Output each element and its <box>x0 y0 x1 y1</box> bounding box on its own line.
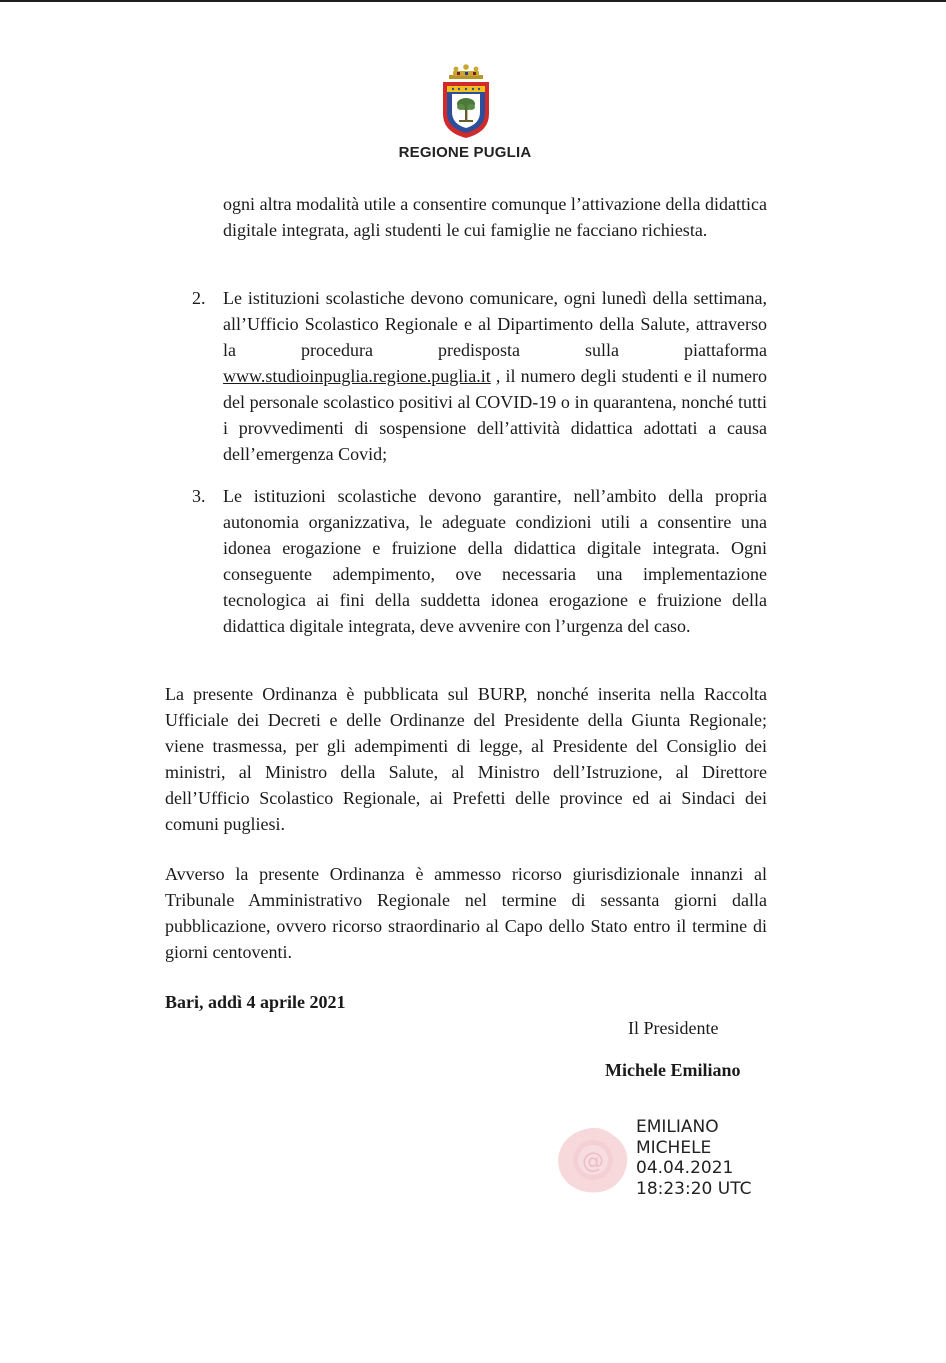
list-number: 2. <box>192 288 206 308</box>
list-item-text: Le istituzioni scolastiche devono garantire, nell’ambito della propria autonomia organizzativa, le adeguate condizioni utili a consentire una idonea erogazione e fruizione della didattica digitale integrata. Ogni conseguente adempimento, ove necessaria una implementazione tecnologica ai fini della suddetta idonea erogazione e fruizione della didattica digitale integrata, deve avvenire con l’urgenza del caso. <box>223 486 767 636</box>
studioinpuglia-link[interactable]: www.studioinpuglia.regione.puglia.it <box>223 366 491 386</box>
signer-name: Michele Emiliano <box>605 1060 741 1080</box>
digital-signature-block <box>636 1117 751 1199</box>
svg-text:@: @ <box>582 1149 604 1174</box>
signature-line-surname: EMILIANO <box>636 1117 719 1137</box>
signature-line-time: 18:23:20 UTC <box>636 1178 752 1199</box>
publication-paragraph: La presente Ordinanza è pubblicata sul BURP, nonché inserita nella Raccolta Ufficiale dei Decreti e delle Ordinanze del Presidente della Giunta Regionale; viene trasmessa, per gli adempimenti di legge, al Presidente del Consiglio dei ministri, al Ministro della Salute, al Ministro dell’Istruzione, al Direttore dell’Ufficio Scolastico Regionale, ai Prefetti delle province ed ai Sindaci dei comuni pugliesi. <box>165 684 767 834</box>
place-date: Bari, addì 4 aprile 2021 <box>165 992 346 1012</box>
list-number: 3. <box>192 486 206 506</box>
list-item-text: Le istituzioni scolastiche devono comunicare, ogni lunedì della settimana, all’Ufficio Scolastico Regionale e al Dipartimento della Salute, attraverso la procedura predisposta sulla piattaforma <box>223 288 767 360</box>
regione-puglia-emblem-icon <box>440 62 492 140</box>
list-item <box>192 285 767 467</box>
top-border <box>0 0 946 2</box>
signature-line-date: 04.04.2021 <box>636 1158 734 1178</box>
region-name: REGIONE PUGLIA <box>398 144 532 161</box>
list-item-text-continued: , il numero degli studenti e il numero del personale scolastico positivi al COVID-19 o in quarantena, nonché tutti i provvedimenti di sospensione dell’attività didattica adottati a causa dell’emergenza Covid; <box>223 366 767 464</box>
continuation-paragraph: ogni altra modalità utile a consentire comunque l’attivazione della didattica digitale integrata, agli studenti le cui famiglie ne facciano richiesta. <box>223 194 767 240</box>
signature-line-name: MICHELE <box>636 1137 712 1158</box>
signer-role: Il Presidente <box>628 1018 719 1038</box>
appeal-paragraph: Avverso la presente Ordinanza è ammesso ricorso giurisdizionale innanzi al Tribunale Amministrativo Regionale nel termine di sessanta giorni dalla pubblicazione, ovvero ricorso straordinario al Capo dello Stato entro il termine di giorni centoventi. <box>165 864 767 962</box>
wax-seal-at-icon <box>553 1124 631 1196</box>
list-item <box>192 483 767 639</box>
